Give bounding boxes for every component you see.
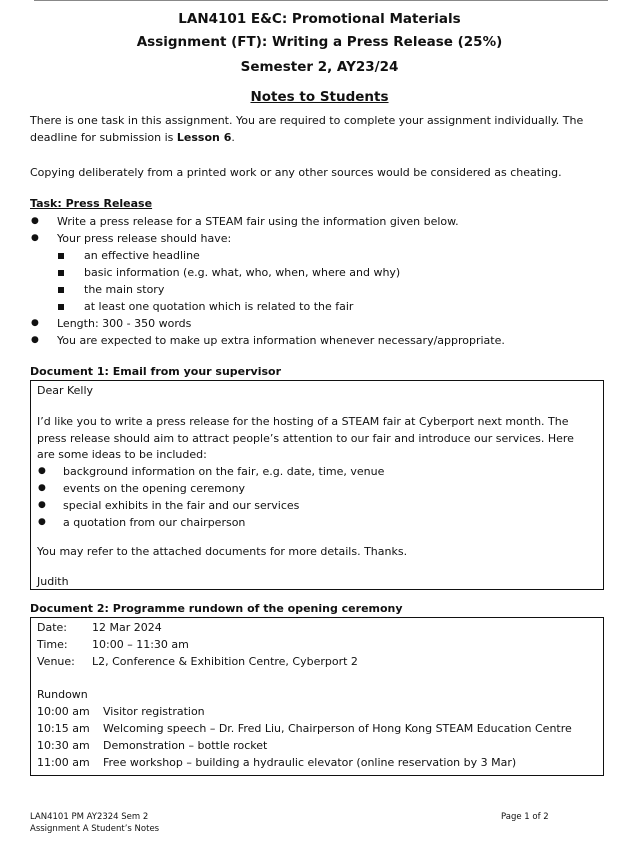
course-title: LAN4101 E&C: Promotional Materials: [178, 11, 461, 27]
semester-title: Semester 2, AY23/24: [240, 59, 399, 75]
doc2-heading: Document 2: Programme rundown of the opening ceremony: [30, 602, 403, 615]
square-bullet-icon: [58, 287, 64, 293]
intro-text: There is one task in this assignment. You are required to complete your assignment individually. The deadline for submission is: [30, 114, 584, 144]
task-bullet-3: Length: 300 - 350 words: [57, 317, 192, 330]
date-value: 12 Mar 2024: [92, 621, 162, 634]
email-closing: You may refer to the attached documents for more details. Thanks.: [37, 545, 408, 558]
bullet-icon: ●: [31, 216, 39, 226]
venue-value: L2, Conference & Exhibition Centre, Cyberport 2: [92, 655, 358, 668]
rundown-item: Visitor registration: [103, 705, 205, 718]
footer-course-code: LAN4101 PM AY2324 Sem 2: [30, 812, 149, 822]
top-divider: [34, 0, 608, 1]
task-bullet-4: You are expected to make up extra information whenever necessary/appropriate.: [57, 334, 505, 347]
notes-heading: Notes to Students: [250, 89, 389, 105]
page-number: Page 1 of 2: [501, 812, 549, 822]
bullet-icon: ●: [31, 233, 39, 243]
bullet-icon: ●: [31, 318, 39, 328]
email-body-line-2: press release should aim to attract people’s attention to our fair and introduce our services. Here: [37, 432, 574, 445]
email-body-line-1: I’d like you to write a press release for the hosting of a STEAM fair at Cyberport next month. The: [37, 415, 569, 428]
bullet-icon: ●: [38, 483, 46, 493]
email-signature: Judith: [37, 575, 69, 588]
date-label: Date:: [37, 621, 67, 634]
bullet-icon: ●: [38, 466, 46, 476]
square-bullet-icon: [58, 304, 64, 310]
email-greeting: Dear Kelly: [37, 384, 94, 397]
time-value: 10:00 – 11:30 am: [92, 638, 189, 651]
email-idea-3: special exhibits in the fair and our services: [63, 499, 300, 512]
rundown-item: Free workshop – building a hydraulic elevator (online reservation by 3 Mar): [103, 756, 517, 769]
venue-label: Venue:: [37, 655, 75, 668]
rundown-time: 10:30 am: [37, 739, 90, 752]
assignment-title: Assignment (FT): Writing a Press Release (25%): [136, 34, 503, 50]
task-sub-2: basic information (e.g. what, who, when, where and why): [84, 266, 401, 279]
square-bullet-icon: [58, 253, 64, 259]
rundown-label: Rundown: [37, 688, 88, 701]
intro-paragraph: [30, 112, 618, 146]
email-body-line-3: are some ideas to be included:: [37, 448, 207, 461]
email-idea-2: events on the opening ceremony: [63, 482, 246, 495]
doc1-heading: Document 1: Email from your supervisor: [30, 365, 282, 378]
email-idea-1: background information on the fair, e.g. date, time, venue: [63, 465, 385, 478]
task-sub-1: an effective headline: [84, 249, 200, 262]
bullet-icon: ●: [31, 335, 39, 345]
rundown-time: 10:15 am: [37, 722, 90, 735]
task-sub-3: the main story: [84, 283, 165, 296]
rundown-item: Welcoming speech – Dr. Fred Liu, Chairperson of Hong Kong STEAM Education Centre: [103, 722, 572, 735]
task-bullet-1: Write a press release for a STEAM fair using the information given below.: [57, 215, 459, 228]
cheating-paragraph: Copying deliberately from a printed work or any other sources would be considered as cheating.: [30, 166, 562, 179]
footer-doc-name: Assignment A Student’s Notes: [30, 824, 160, 834]
email-idea-4: a quotation from our chairperson: [63, 516, 246, 529]
task-sub-4: at least one quotation which is related to the fair: [84, 300, 354, 313]
deadline-lesson: Lesson 6: [176, 131, 232, 144]
rundown-time: 10:00 am: [37, 705, 90, 718]
intro-end: .: [231, 131, 235, 144]
square-bullet-icon: [58, 270, 64, 276]
task-heading: Task: Press Release: [30, 197, 153, 210]
bullet-icon: ●: [38, 517, 46, 527]
bullet-icon: ●: [38, 500, 46, 510]
rundown-item: Demonstration – bottle rocket: [103, 739, 268, 752]
task-bullet-2: Your press release should have:: [57, 232, 232, 245]
rundown-time: 11:00 am: [37, 756, 90, 769]
time-label: Time:: [37, 638, 68, 651]
